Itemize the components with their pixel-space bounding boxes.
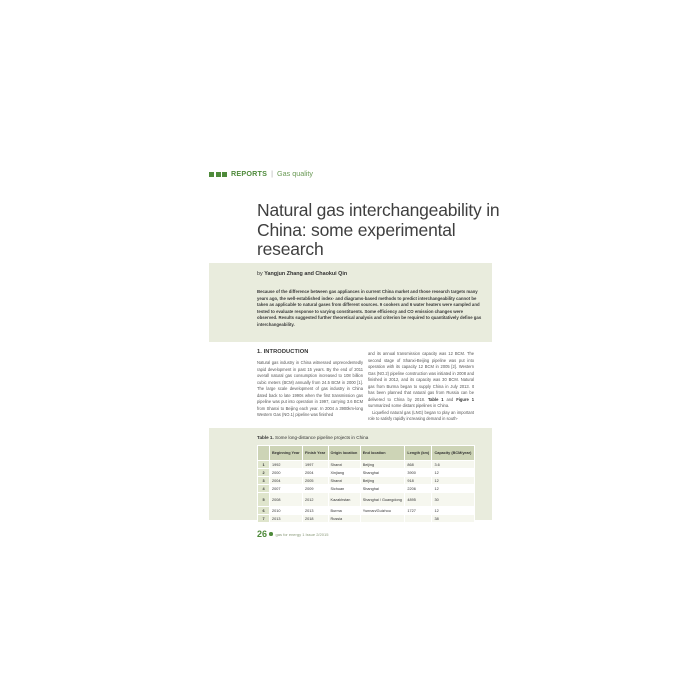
table-header-cell: End location — [360, 446, 405, 461]
section-tag — [209, 169, 313, 179]
table-cell: 6 — [258, 507, 270, 515]
table-cell: 2004 — [270, 477, 303, 485]
table-cell: 868 — [405, 461, 432, 469]
table-cell: Beijing — [360, 461, 405, 469]
table-cell: 2009 — [303, 485, 329, 493]
table-header-cell: Capacity (BCM/year) — [432, 446, 475, 461]
table-header-row — [258, 446, 475, 461]
table-cell: 2013 — [270, 515, 303, 523]
table-cell: Shanghai — [360, 469, 405, 477]
table-cell: 3900 — [405, 469, 432, 477]
table-cell: Shanghai / Guangdong — [360, 493, 405, 507]
table-cell: 2004 — [303, 469, 329, 477]
table-cell: 2012 — [303, 493, 329, 507]
table-row — [258, 493, 475, 507]
table-cell: Shanxi — [328, 461, 360, 469]
article-title: Natural gas interchangeability in China: some experimental research — [257, 200, 500, 259]
table-caption — [257, 435, 368, 440]
authors: Yangjun Zhang and Chaokui Qin — [264, 271, 348, 277]
table-cell: 5 — [258, 493, 270, 507]
bullet-dot-icon — [269, 532, 273, 536]
table-header-cell: Finish Year — [303, 446, 329, 461]
page-number: 26 — [257, 529, 268, 539]
table-cell: Beijing — [360, 477, 405, 485]
page-footer — [257, 529, 328, 539]
table-cell: 2010 — [270, 507, 303, 515]
table-cell: 2007 — [270, 485, 303, 493]
table-row — [258, 461, 475, 469]
table-cell: Shanghai — [360, 485, 405, 493]
table-reference-link[interactable]: Table 1 — [427, 396, 444, 402]
byline-prefix: by — [257, 271, 263, 277]
tag-divider: | — [271, 169, 274, 178]
body-text: and its annual transmission capacity was 12 BCM. The second stage of Shanxi-Beijing pipeline was put into operation with its capacity 12 BCM in 2005 [2]. Western Gas (NO.2) pipeline construction was initiated in 2008 and finished in 2012, and its capacity was 30 BCM. Natural gas from Burma began to supply China in July 2013. It has been planned that natural gas from Russia can be delivered to China by 2018. — [368, 351, 474, 402]
table-cell: Sichuan — [328, 485, 360, 493]
tag-square-icon — [216, 172, 221, 177]
subsection-label: Gas quality — [277, 169, 313, 178]
table-cell: 2000 — [270, 469, 303, 477]
table-cell: 4 — [258, 485, 270, 493]
pipeline-table — [257, 445, 475, 523]
table-cell: Xinjiang — [328, 469, 360, 477]
table-cell: 12 — [432, 477, 475, 485]
body-column-right — [368, 351, 474, 423]
table-header-cell: Origin location — [328, 446, 360, 461]
table-cell: 2206 — [405, 485, 432, 493]
body-text: Liquefied natural gas (LNG) began to play an important role to satisfy rapidly increasing demand in south- — [368, 409, 475, 422]
table-cell: 30 — [432, 493, 475, 507]
table-cell: 2 — [258, 469, 270, 477]
abstract-text: Because of the difference between gas appliances in current China market and those research targets many years ago, the well-established index- and diagrams-based methods to predict interchangeability cannot be taken as applicable to natural gases from different sources. 9 cookers and 6 water heaters were sampled and tested to evaluate response to varying constituents. Some efficiency and CO emission changes were observed. Results suggested further theoretical analysis and criterion be required to quantitatively define gas interchangeability. — [257, 289, 482, 327]
byline — [257, 271, 347, 277]
table-cell: 3 — [258, 477, 270, 485]
table-cell: 12 — [432, 507, 475, 515]
journal-name: gas for energy 1 Issue 2/2015 — [275, 531, 329, 537]
table-cell: 2005 — [303, 477, 329, 485]
table-cell: 1 — [258, 461, 270, 469]
table-cell: 12 — [432, 485, 475, 493]
body-text: and — [446, 396, 454, 402]
table-row — [258, 477, 475, 485]
table-cell: Shanxi — [328, 477, 360, 485]
table-cell — [405, 515, 432, 523]
table-cell: 12 — [432, 469, 475, 477]
table-row — [258, 469, 475, 477]
table-row — [258, 485, 475, 493]
table-row — [258, 507, 475, 515]
table-cell: 1727 — [405, 507, 432, 515]
table-header-cell: Length (km) — [405, 446, 432, 461]
table-cell: 2013 — [303, 507, 329, 515]
table-caption-label: Table 1. — [257, 435, 274, 440]
body-text: summarized some distant pipelines in China. — [368, 403, 450, 409]
section-heading: 1. INTRODUCTION — [257, 349, 309, 355]
table-cell: Yunnan/Guizhou — [360, 507, 405, 515]
table-cell: Kazakhstan — [328, 493, 360, 507]
table-cell: 3.6 — [432, 461, 475, 469]
table-header-cell: Beginning Year — [270, 446, 303, 461]
table-caption-text: Some long-distance pipeline projects in China — [275, 435, 369, 440]
table-cell: Burma — [328, 507, 360, 515]
table-cell: 2018 — [303, 515, 329, 523]
table-cell: 918 — [405, 477, 432, 485]
table-cell: 1992 — [270, 461, 303, 469]
table-cell: 7 — [258, 515, 270, 523]
table-cell: Russia — [328, 515, 360, 523]
section-label: REPORTS — [231, 169, 268, 178]
table-cell — [360, 515, 405, 523]
tag-square-icon — [209, 172, 214, 177]
table-cell: 2008 — [270, 493, 303, 507]
table-cell: 1997 — [303, 461, 329, 469]
table-cell: 4895 — [405, 493, 432, 507]
table-row — [258, 515, 475, 523]
figure-reference-link[interactable]: Figure 1 — [456, 396, 474, 402]
body-column-left: Natural gas industry in China witnessed unprecedentedly rapid development in past 15 years. By the end of 2011 overall natural gas consumption increased to 108 billion cubic meters (BCM) annually from 24.5 BCM in 2000 [1]. The large scale development of gas industry in China dated back to late 1990s when the first transmission gas pipeline was put into operation in 1997, carrying 3.6 BCM from Shanxi to Beijing each year. In 2004 a 3900km-long Western Gas (NO.1) pipeline was finished — [257, 360, 363, 418]
table-cell: 38 — [432, 515, 475, 523]
tag-square-icon — [222, 172, 227, 177]
table-header-cell — [258, 446, 270, 461]
